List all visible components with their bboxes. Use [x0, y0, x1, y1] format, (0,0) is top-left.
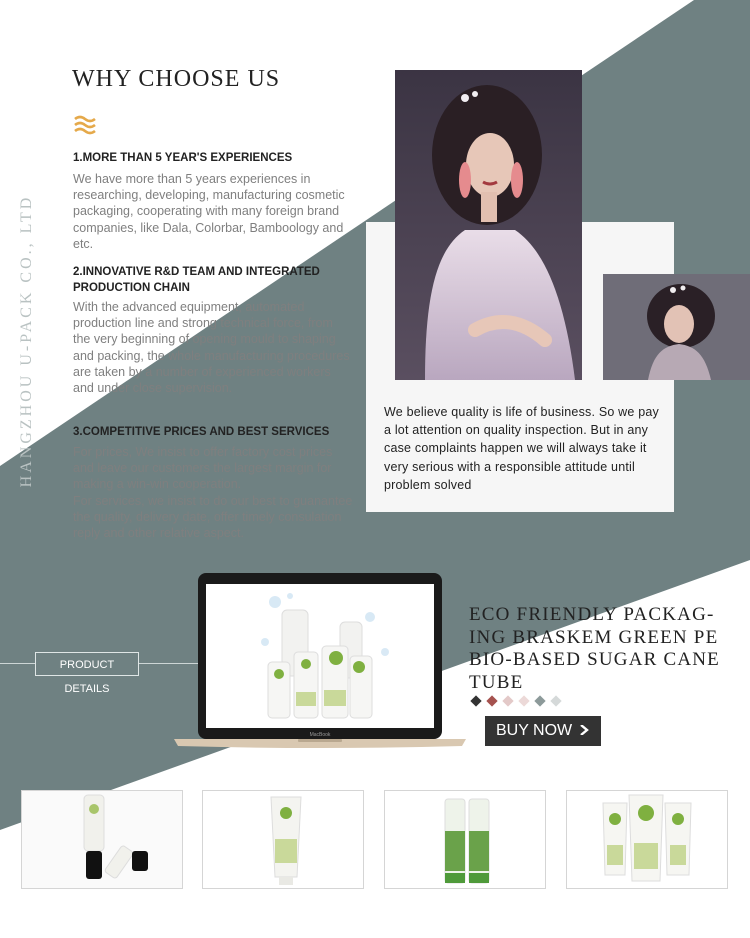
- swatch-gray[interactable]: [534, 695, 545, 706]
- product-details-button[interactable]: PRODUCT DETAILS: [35, 652, 139, 676]
- divider-line-left: [0, 663, 35, 664]
- product-title: ECO FRIENDLY PACKAG-ING BRASKEM GREEN PE BIO-BASED SUGAR CANE TUBE: [469, 604, 720, 693]
- swatch-red[interactable]: [486, 695, 497, 706]
- laptop-brand-label: MacBook: [309, 732, 331, 738]
- quality-statement: We believe quality is life of business. So we pay a lot attention on quality inspection. But in any case complaints happen we will always take it very serious with a responsible attitude until problem solved: [384, 405, 659, 492]
- section-1-body: We have more than 5 years experiences in researching, developing, manufacturing cosmetic packaging, cooperating with many foreign brand companies, like Dala, Colorbar, Bamboology and etc.: [73, 172, 345, 251]
- section-1-heading: 1.MORE THAN 5 YEAR'S EXPERIENCES: [73, 152, 293, 164]
- section-2-heading: 2.INNOVATIVE R&D TEAM AND INTEGRATED PRODUCTION CHAIN: [73, 266, 320, 294]
- company-vertical-label: HANGZHOU U-PACK CO., LTD: [18, 194, 35, 488]
- swatch-pink[interactable]: [502, 695, 513, 706]
- product-thumbnail-3[interactable]: [384, 790, 546, 889]
- section-2-body: With the advanced equipment, automated production line and strong technical force, from the very beginning of opening mould to shaping and packing, the whole manufacturing procedures are taken by a number of experienced workers and under close supervision.: [73, 300, 350, 396]
- wave-icon: [73, 112, 99, 138]
- product-thumbnail-4[interactable]: [566, 790, 728, 889]
- chevron-right-icon: [579, 725, 589, 735]
- section-3-heading: 3.COMPETITIVE PRICES AND BEST SERVICES: [73, 426, 330, 438]
- section-3-body-services: For services, we insist to do our best to guanantee the quality, delivery date, offer timely consulation reply and other relative aspect.: [73, 494, 353, 541]
- swatch-dark[interactable]: [470, 695, 481, 706]
- swatch-light-gray[interactable]: [550, 695, 561, 706]
- product-thumbnail-2[interactable]: [202, 790, 364, 889]
- buy-now-label: BUY NOW: [496, 722, 573, 739]
- swatch-light-pink[interactable]: [518, 695, 529, 706]
- model-photo-small: [603, 274, 750, 380]
- section-3-body: For prices, We insist to offer factory cost prices and leave our customers the largest margin for making a win-win cooperation.: [73, 445, 333, 492]
- color-swatches: [470, 695, 562, 707]
- model-photo-large: [395, 70, 582, 380]
- laptop-product-display: [170, 572, 470, 750]
- product-thumbnail-1[interactable]: [21, 790, 183, 889]
- buy-now-button[interactable]: [485, 716, 601, 746]
- page-title: WHY CHOOSE US: [72, 66, 281, 92]
